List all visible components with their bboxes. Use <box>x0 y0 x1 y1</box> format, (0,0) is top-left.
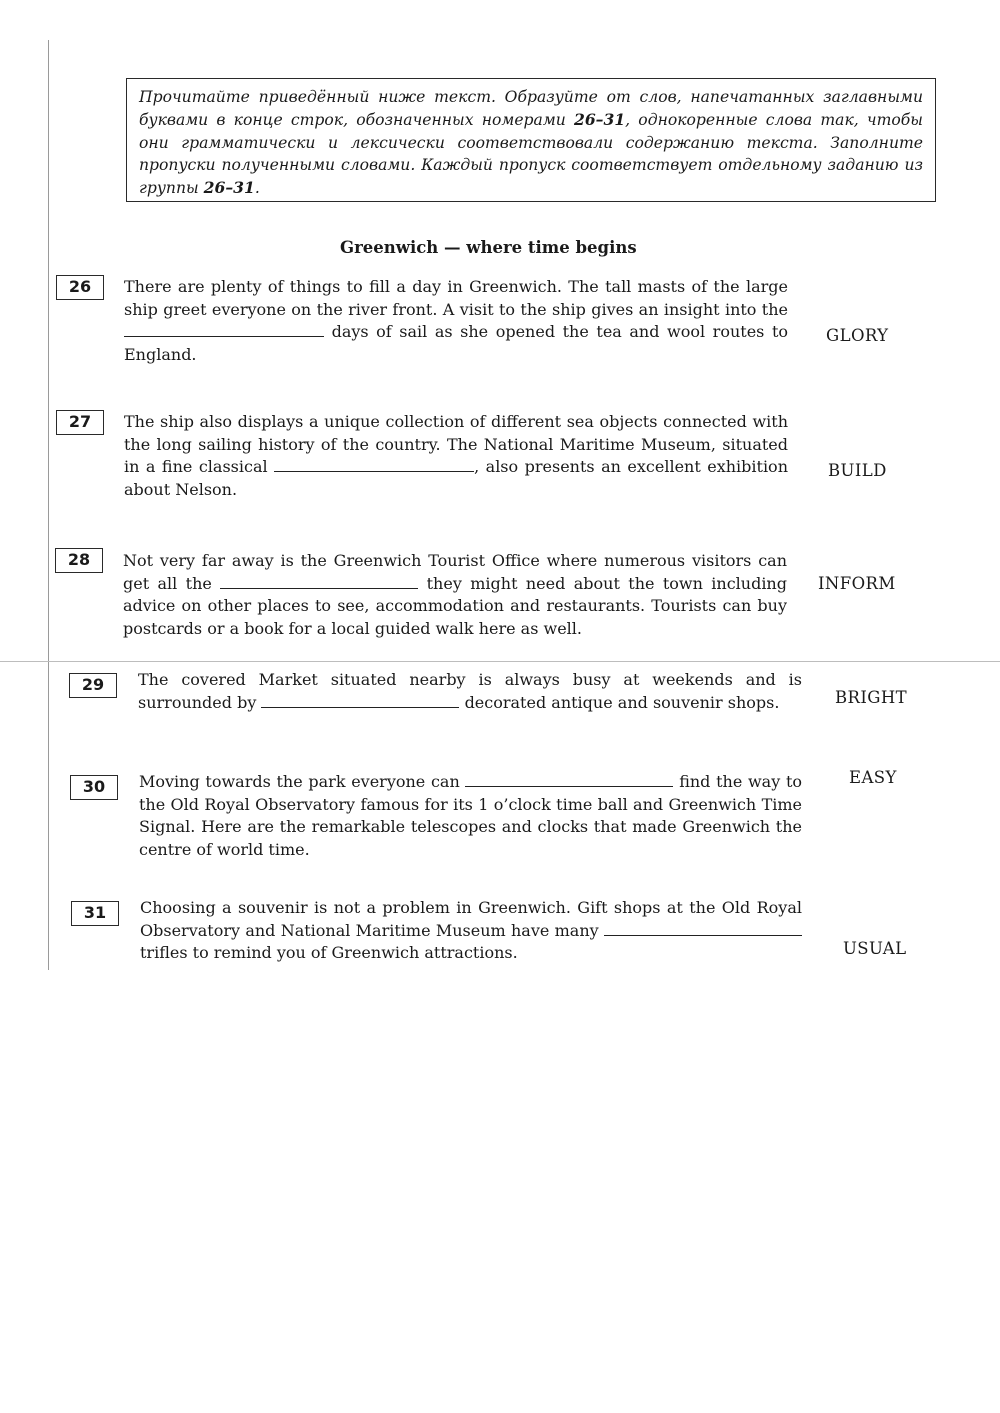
task-text-29 <box>138 669 802 714</box>
task-30-keyword: EASY <box>849 768 897 787</box>
instructions-box <box>126 78 936 202</box>
task-31-before: Choosing a souvenir is not a problem in Greenwich. Gift shops at the Old Royal Observatory and National Maritime Museum have many <box>140 898 802 940</box>
task-number-27: 27 <box>56 410 104 435</box>
task-31-answer-blank[interactable] <box>604 921 802 936</box>
task-26-keyword: GLORY <box>826 326 889 345</box>
task-26-answer-blank[interactable] <box>124 322 324 337</box>
task-28-after: they might need about the town including advice on other places to see, accommodation and restaurants. Tourists can buy postcards or a book for a local guided walk here as well. <box>123 573 787 638</box>
task-26-after: days of sail as she opened the tea and wool routes to England. <box>124 322 789 364</box>
task-text-27 <box>124 411 788 501</box>
task-30-before: Moving towards the park everyone can <box>139 772 460 791</box>
instructions-range-1: 26–31 <box>573 109 626 129</box>
task-number-30: 30 <box>70 775 118 800</box>
task-30-after: find the way to the Old Royal Observatory famous for its 1 o’clock time ball and Greenwich Time Signal. Here are the remarkable telescopes and clocks that made Greenwich the centre of world time. <box>139 772 803 859</box>
task-text-28 <box>123 550 787 640</box>
task-27-keyword: BUILD <box>828 461 887 480</box>
task-number-29: 29 <box>69 673 117 698</box>
task-28-keyword: INFORM <box>818 574 896 593</box>
task-28-answer-blank[interactable] <box>220 574 418 589</box>
task-number-26: 26 <box>56 275 104 300</box>
instructions-text-2: , однокоренные слова так, чтобы они грамматически и лексически соответствовали содержанию текста. Заполните пропуски полученными словами. Каждый пропуск соответствует отдельному заданию из группы <box>139 110 923 198</box>
task-text-26 <box>124 276 788 366</box>
task-31-after: trifles to remind you of Greenwich attractions. <box>140 943 518 962</box>
task-31-keyword: USUAL <box>843 939 907 958</box>
task-number-28: 28 <box>55 548 103 573</box>
task-27-before: The ship also displays a unique collection of different sea objects connected with the long sailing history of the country. The National Maritime Museum, situated in a fine classical <box>124 412 788 476</box>
instructions-range-2: 26–31 <box>203 178 255 198</box>
instructions-text-3: . <box>254 179 260 198</box>
page-title: Greenwich — where time begins <box>340 238 637 257</box>
task-text-31 <box>140 897 802 965</box>
scan-edge-line <box>48 40 49 970</box>
task-30-answer-blank[interactable] <box>465 772 673 787</box>
task-number-31: 31 <box>71 901 119 926</box>
task-26-before: There are plenty of things to fill a day in Greenwich. The tall masts of the large ship greet everyone on the river front. A visit to the ship gives an insight into the <box>124 277 788 319</box>
task-28-before: Not very far away is the Greenwich Tourist Office where numerous visitors can get all the <box>123 551 787 593</box>
task-29-after: decorated antique and souvenir shops. <box>464 692 780 712</box>
task-29-keyword: BRIGHT <box>835 688 908 707</box>
instructions-text-1: Прочитайте приведённый ниже текст. Образуйте от слов, напечатанных заглавными буквами в конце строк, обозначенных номерами <box>139 88 923 129</box>
task-29-answer-blank[interactable] <box>261 693 459 708</box>
task-text-30 <box>139 771 802 861</box>
task-29-before: The covered Market situated nearby is always busy at weekends and is surrounded by <box>138 670 802 712</box>
page-separator <box>0 661 1000 662</box>
task-27-after: , also presents an excellent exhibition about Nelson. <box>124 457 788 499</box>
task-27-answer-blank[interactable] <box>274 457 474 472</box>
